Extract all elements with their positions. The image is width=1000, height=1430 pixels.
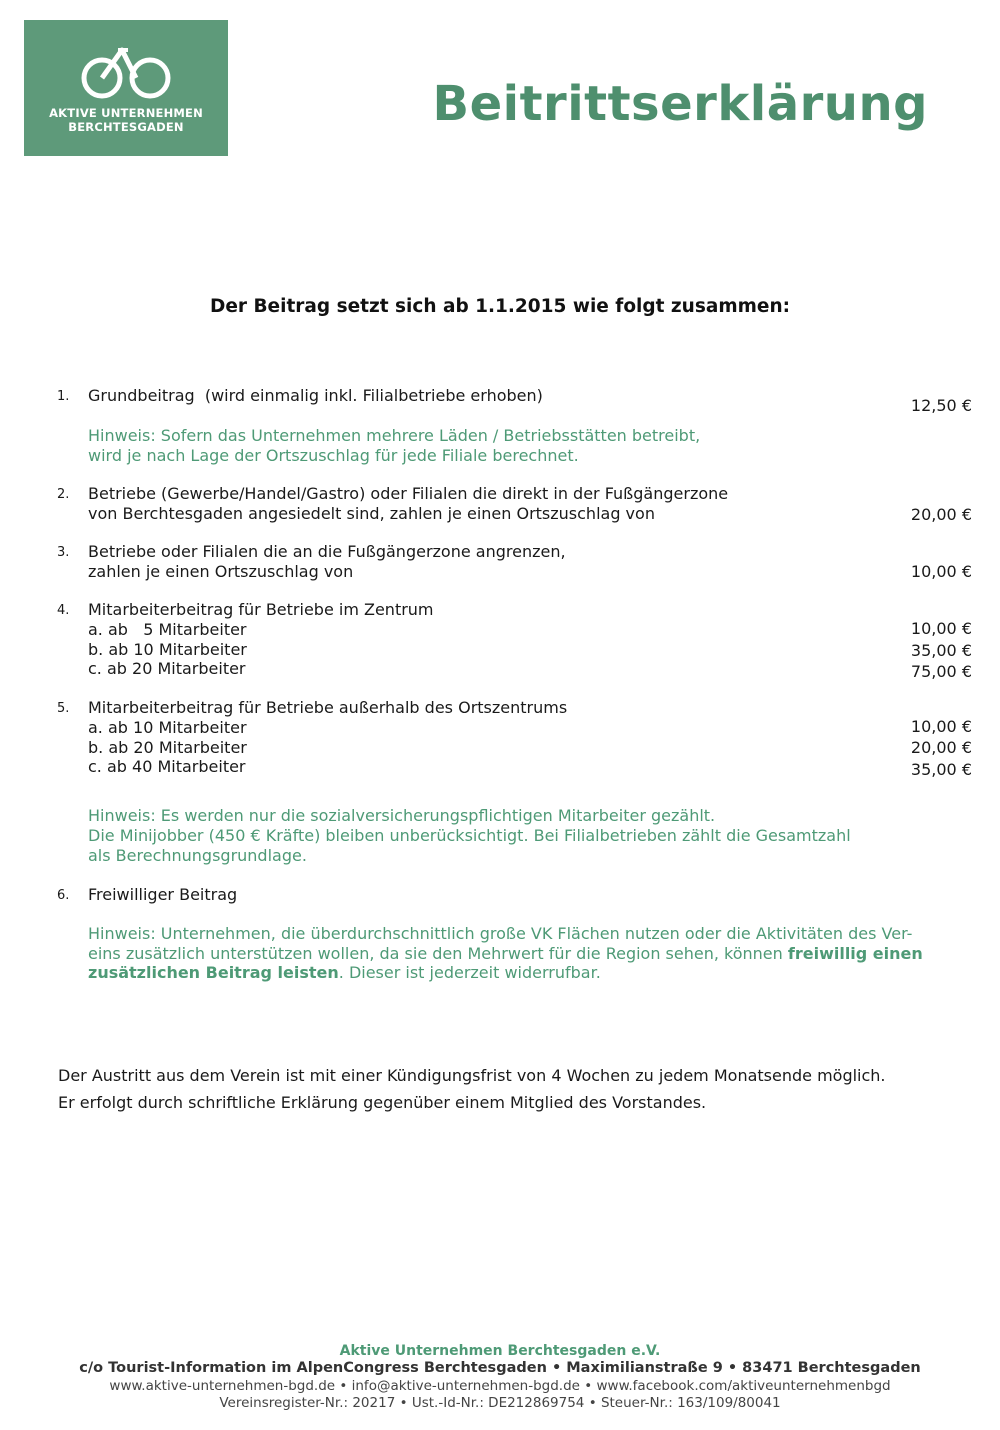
hint-text: Die Minijobber (450 € Kräfte) bleiben unberücksichtigt. Bei Filialbetrieben zählt die Gesamtzahl	[88, 826, 851, 845]
item-price: 20,00 €	[910, 505, 972, 524]
item-text: Mitarbeiterbeitrag für Betriebe im Zentrum	[88, 600, 434, 619]
item-number: 1.	[57, 389, 70, 404]
footer-address: c/o Tourist-Information im AlpenCongress Berchtesgaden • Maximilianstraße 9 • 83471 Berchtesgaden	[79, 1360, 921, 1376]
item-price: 75,00 €	[910, 662, 972, 681]
exit-text: Der Austritt aus dem Verein ist mit einer Kündigungsfrist von 4 Wochen zu jedem Monatsende möglich.	[58, 1066, 886, 1085]
item-text: von Berchtesgaden angesiedelt sind, zahlen je einen Ortszuschlag von	[88, 504, 655, 523]
item-text: c. ab 20 Mitarbeiter	[88, 659, 246, 678]
item-price: 12,50 €	[910, 396, 972, 415]
item-text: Betriebe oder Filialen die an die Fußgängerzone angrenzen,	[88, 542, 566, 561]
item-number: 5.	[57, 701, 70, 716]
footer-registry: Vereinsregister-Nr.: 20217 • Ust.-Id-Nr.: DE212869754 • Steuer-Nr.: 163/109/80041	[219, 1395, 781, 1411]
page-title: Beitrittserklärung	[432, 76, 928, 132]
item-number: 4.	[57, 603, 70, 618]
item-text: Mitarbeiterbeitrag für Betriebe außerhalb des Ortszentrums	[88, 698, 568, 717]
subtitle: Der Beitrag setzt sich ab 1.1.2015 wie folgt zusammen:	[209, 296, 791, 317]
hint-text-line	[88, 944, 923, 964]
item-text: a. ab 10 Mitarbeiter	[88, 718, 247, 737]
item-text: a. ab 5 Mitarbeiter	[88, 620, 247, 639]
item-number: 6.	[57, 888, 70, 903]
item-price: 10,00 €	[910, 619, 972, 638]
hint-text: als Berechnungsgrundlage.	[88, 846, 307, 865]
item-number: 2.	[57, 487, 70, 502]
item-text: b. ab 10 Mitarbeiter	[88, 640, 247, 659]
item-text: Grundbeitrag (wird einmalig inkl. Filialbetriebe erhoben)	[88, 386, 543, 405]
item-price: 20,00 €	[910, 738, 972, 757]
item-price: 10,00 €	[910, 717, 972, 736]
item-text: Freiwilliger Beitrag	[88, 885, 238, 904]
item-text: zahlen je einen Ortszuschlag von	[88, 562, 354, 581]
hint-text: Hinweis: Sofern das Unternehmen mehrere Läden / Betriebsstätten betreibt,	[88, 426, 701, 445]
item-price: 10,00 €	[910, 562, 972, 581]
item-text: b. ab 20 Mitarbeiter	[88, 738, 247, 757]
hint-text: eins zusätzlich unterstützen wollen, da sie den Mehrwert für die Region sehen, können	[88, 944, 788, 963]
item-price: 35,00 €	[910, 760, 972, 779]
hint-emphasis: zusätzlichen Beitrag leisten	[88, 963, 339, 982]
hint-text: . Dieser ist jederzeit widerrufbar.	[338, 963, 601, 982]
logo-text-line2: BERCHTESGADEN	[68, 120, 184, 134]
footer-org: Aktive Unternehmen Berchtesgaden e.V.	[339, 1343, 661, 1359]
logo	[24, 20, 228, 156]
item-price: 35,00 €	[910, 641, 972, 660]
logo-text-line1: AKTIVE UNTERNEHMEN	[49, 106, 203, 120]
exit-text: Er erfolgt durch schriftliche Erklärung gegenüber einem Mitglied des Vorstandes.	[58, 1093, 707, 1112]
item-number: 3.	[57, 545, 70, 560]
hint-text: wird je nach Lage der Ortszuschlag für jede Filiale berechnet.	[88, 446, 579, 465]
hint-text: Hinweis: Es werden nur die sozialversicherungspflichtigen Mitarbeiter gezählt.	[88, 806, 716, 825]
footer-web: www.aktive-unternehmen-bgd.de • info@aktive-unternehmen-bgd.de • www.facebook.com/aktiveunternehmenbgd	[109, 1378, 891, 1394]
item-text: c. ab 40 Mitarbeiter	[88, 757, 246, 776]
item-text: Betriebe (Gewerbe/Handel/Gastro) oder Filialen die direkt in der Fußgängerzone	[88, 484, 729, 503]
logo-mark-icon	[78, 44, 174, 102]
hint-text-line	[88, 963, 601, 983]
hint-emphasis: freiwillig einen	[787, 944, 923, 963]
hint-text: Hinweis: Unternehmen, die überdurchschnittlich große VK Flächen nutzen oder die Aktivitäten des Ver-	[88, 924, 913, 943]
